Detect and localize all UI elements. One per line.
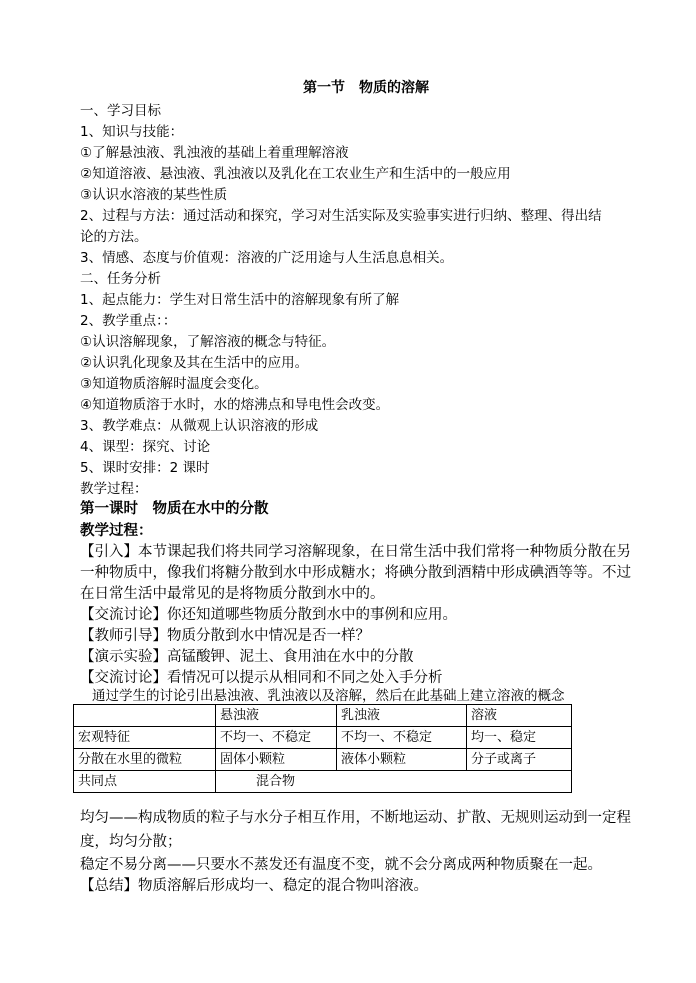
text-line: 【引入】本节课起我们将共同学习溶解现象，在日常生活中我们常将一种物质分散在另 xyxy=(80,544,631,560)
table-row xyxy=(74,727,572,749)
text-line: 【教师引导】物质分散到水中情况是否一样？ xyxy=(80,628,370,644)
text-line: 在日常生活中最常见的是将物质分散到水中的。 xyxy=(80,586,385,602)
text-line: 一种物质中，像我们将糖分散到水中形成糖水；将碘分散到酒精中形成碘酒等等。不过 xyxy=(80,565,631,581)
text-line: 度，均匀分散； xyxy=(80,834,182,850)
table-header-cell xyxy=(74,705,216,727)
text-line: 【交流讨论】看情况可以提示从相同和不同之处入手分析 xyxy=(80,670,443,686)
text-line: 通过学生的讨论引出悬浊液、乳浊液以及溶解，然后在此基础上建立溶液的概念 xyxy=(92,688,565,704)
text-line: ④知道物质溶于水时，水的熔沸点和导电性会改变。 xyxy=(80,397,390,413)
table-cell: 分散在水里的微粒 xyxy=(74,749,216,771)
section-heading: 二、任务分析 xyxy=(80,271,161,287)
text-line: 5、课时安排：2 课时 xyxy=(80,460,210,476)
comparison-table xyxy=(73,704,572,793)
text-line: 均匀——构成物质的粒子与水分子相互作用，不断地运动、扩散、无规则运动到一定程 xyxy=(80,810,631,826)
text-line: ③知道物质溶解时温度会变化。 xyxy=(80,376,268,392)
text-line: 【交流讨论】你还知道哪些物质分散到水中的事例和应用。 xyxy=(80,607,457,623)
table-cell: 不均一、不稳定 xyxy=(337,727,467,749)
text-line: 2、过程与方法：通过活动和探究，学习对生活实际及实验事实进行归纳、整理、得出结 xyxy=(80,208,602,224)
text-line: 【总结】物质溶解后形成均一、稳定的混合物叫溶液。 xyxy=(80,878,428,894)
text-line: 稳定不易分离——只要水不蒸发还有温度不变，就不会分离成两种物质聚在一起。 xyxy=(80,857,602,873)
table-cell: 共同点 xyxy=(74,771,216,793)
section-heading: 一、学习目标 xyxy=(80,103,161,119)
text-line: 4、课型：探究、讨论 xyxy=(80,439,211,455)
table-header-cell: 乳浊液 xyxy=(337,705,467,727)
table-row xyxy=(74,771,572,793)
text-line: 教学过程： xyxy=(80,481,148,497)
table-header-cell: 悬浊液 xyxy=(216,705,337,727)
table-cell: 混合物 xyxy=(216,771,572,793)
text-line: ①认识溶解现象，了解溶液的概念与特征。 xyxy=(80,334,336,350)
table-cell: 液体小颗粒 xyxy=(337,749,467,771)
table-cell: 固体小颗粒 xyxy=(216,749,337,771)
table-row xyxy=(74,749,572,771)
text-line: ①了解悬浊液、乳浊液的基础上着重理解溶液 xyxy=(80,145,349,161)
text-line: 【演示实验】高锰酸钾、泥土、食用油在水中的分散 xyxy=(80,649,414,665)
lesson-subheading: 教学过程： xyxy=(80,523,153,539)
text-line: 3、教学难点：从微观上认识溶液的形成 xyxy=(80,418,319,434)
table-cell: 不均一、不稳定 xyxy=(216,727,337,749)
text-line: 1、起点能力：学生对日常生活中的溶解现象有所了解 xyxy=(80,292,400,308)
text-line: 论的方法。 xyxy=(80,229,148,245)
table-cell: 均一、稳定 xyxy=(467,727,572,749)
text-line: ②知道溶液、悬浊液、乳浊液以及乳化在工农业生产和生活中的一般应用 xyxy=(80,166,511,182)
lesson-heading: 第一课时 物质在水中的分散 xyxy=(80,501,269,517)
text-line: ③认识水溶液的某些性质 xyxy=(80,187,228,203)
table-cell: 分子或离子 xyxy=(467,749,572,771)
text-line: 3、情感、态度与价值观：溶液的广泛用途与人生活息息相关。 xyxy=(80,250,454,266)
text-line: 2、教学重点：： xyxy=(80,313,177,329)
table-cell: 宏观特征 xyxy=(74,727,216,749)
text-line: 1、知识与技能： xyxy=(80,124,184,140)
page-title: 第一节 物质的溶解 xyxy=(303,80,429,96)
text-line: ②认识乳化现象及其在生活中的应用。 xyxy=(80,355,309,371)
table-header-row xyxy=(74,705,572,727)
table-header-cell: 溶液 xyxy=(467,705,572,727)
